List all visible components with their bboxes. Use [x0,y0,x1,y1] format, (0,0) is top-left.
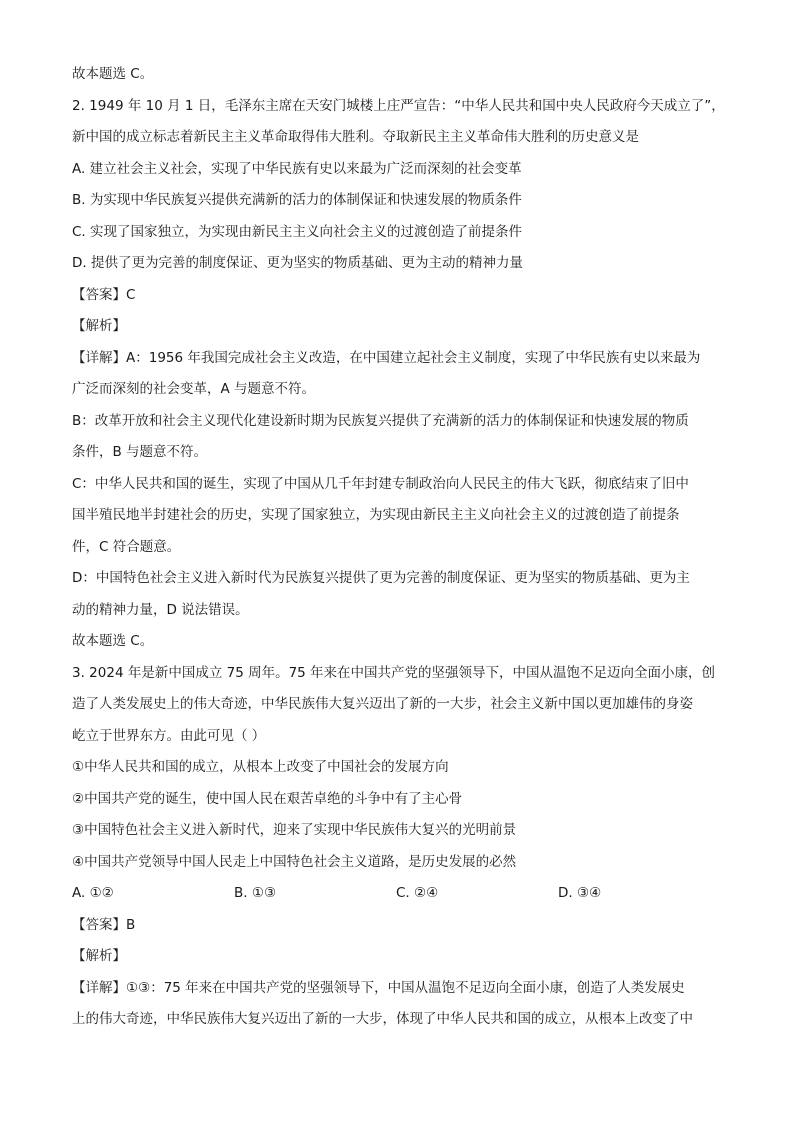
document-body [72,64,736,1041]
question-3-detail-cont: 上的伟大奇迹，中华民族伟大复兴迈出了新的一大步，体现了中华人民共和国的成立，从根本上改变了中 [72,1011,693,1027]
question-2-stem-cont: 新中国的成立标志着新民主主义革命取得伟大胜利。夺取新民主主义革命伟大胜利的历史意义是 [72,129,639,145]
question-2-detail-a-cont: 广泛而深刻的社会变革，A 与题意不符。 [72,381,316,397]
question-2-detail-d-cont: 动的精神力量，D 说法错误。 [72,601,249,618]
question-2-option-b: B. 为实现中华民族复兴提供充满新的活力的体制保证和快速发展的物质条件 [72,192,522,208]
question-3-stem: 3. 2024 年是新中国成立 75 周年。75 年来在中国共产党的坚强领导下，中国从温饱不足迈向全面小康，创 [72,664,716,681]
question-2-conclusion: 故本题选 C。 [72,633,154,649]
question-3-options [72,883,736,904]
question-3-detail: 【详解】①③：75 年来在中国共产党的坚强领导下，中国从温饱不足迈向全面小康，创造了人类发展史 [72,979,685,996]
question-3-statement-2: ②中国共产党的诞生，使中国人民在艰苦卓绝的斗争中有了主心骨 [72,790,463,807]
question-2-detail-d: D：中国特色社会主义进入新时代为民族复兴提供了更为完善的制度保证、更为坚实的物质基础、更为主 [72,570,690,586]
question-3-option-b: B. ①③ [234,885,277,901]
question-2-stem: 2. 1949 年 10 月 1 日，毛泽东主席在天安门城楼上庄严宣告：“中华人民共和国中央人民政府今天成立了”， [72,97,725,114]
question-2-detail-b-cont: 条件，B 与题意不符。 [72,444,208,460]
question-2-analysis-heading: 【解析】 [72,318,126,334]
question-3-stem-cont: 造了人类发展史上的伟大奇迹，中华民族伟大复兴迈出了新的一大步，社会主义新中国以更加雄伟的身姿 [72,696,693,712]
text-line: 故本题选 C。 [72,66,154,82]
question-3-option-d: D. ③④ [558,885,602,901]
question-2-detail-c-cont2: 件，C 符合题意。 [72,538,181,555]
question-3-statement-1: ①中华人民共和国的成立，从根本上改变了中国社会的发展方向 [72,759,449,775]
question-3-option-a: A. ①② [72,885,114,901]
question-3-statement-3: ③中国特色社会主义进入新时代，迎来了实现中华民族伟大复兴的光明前景 [72,822,517,838]
question-2-option-a: A. 建立社会主义社会，实现了中华民族有史以来最为广泛而深刻的社会变革 [72,160,522,177]
question-2-option-c: C. 实现了国家独立，为实现由新民主主义向社会主义的过渡创造了前提条件 [72,223,523,240]
question-2-detail-c: C：中华人民共和国的诞生，实现了中国从几千年封建专制政治向人民民主的伟大飞跃，彻底结束了旧中 [72,475,689,492]
question-2-answer: 【答案】C [72,286,136,303]
question-3-stem-cont2: 屹立于世界东方。由此可见（ ） [72,727,266,744]
question-2-option-d: D. 提供了更为完善的制度保证、更为坚实的物质基础、更为主动的精神力量 [72,255,523,271]
question-2-detail-b: B：改革开放和社会主义现代化建设新时期为民族复兴提供了充满新的活力的体制保证和快速发展的物质 [72,412,689,429]
question-3-statement-4: ④中国共产党领导中国人民走上中国特色社会主义道路，是历史发展的必然 [72,853,517,870]
question-3-answer: 【答案】B [72,916,136,933]
question-3-option-c: C. ②④ [396,885,439,901]
question-3-analysis-heading: 【解析】 [72,948,126,964]
question-2-detail-a: 【详解】A：1956 年我国完成社会主义改造，在中国建立起社会主义制度，实现了中华民族有史以来最为 [72,349,701,366]
question-2-detail-c-cont: 国半殖民地半封建社会的历史，实现了国家独立，为实现由新民主主义向社会主义的过渡创造了前提条 [72,507,680,523]
